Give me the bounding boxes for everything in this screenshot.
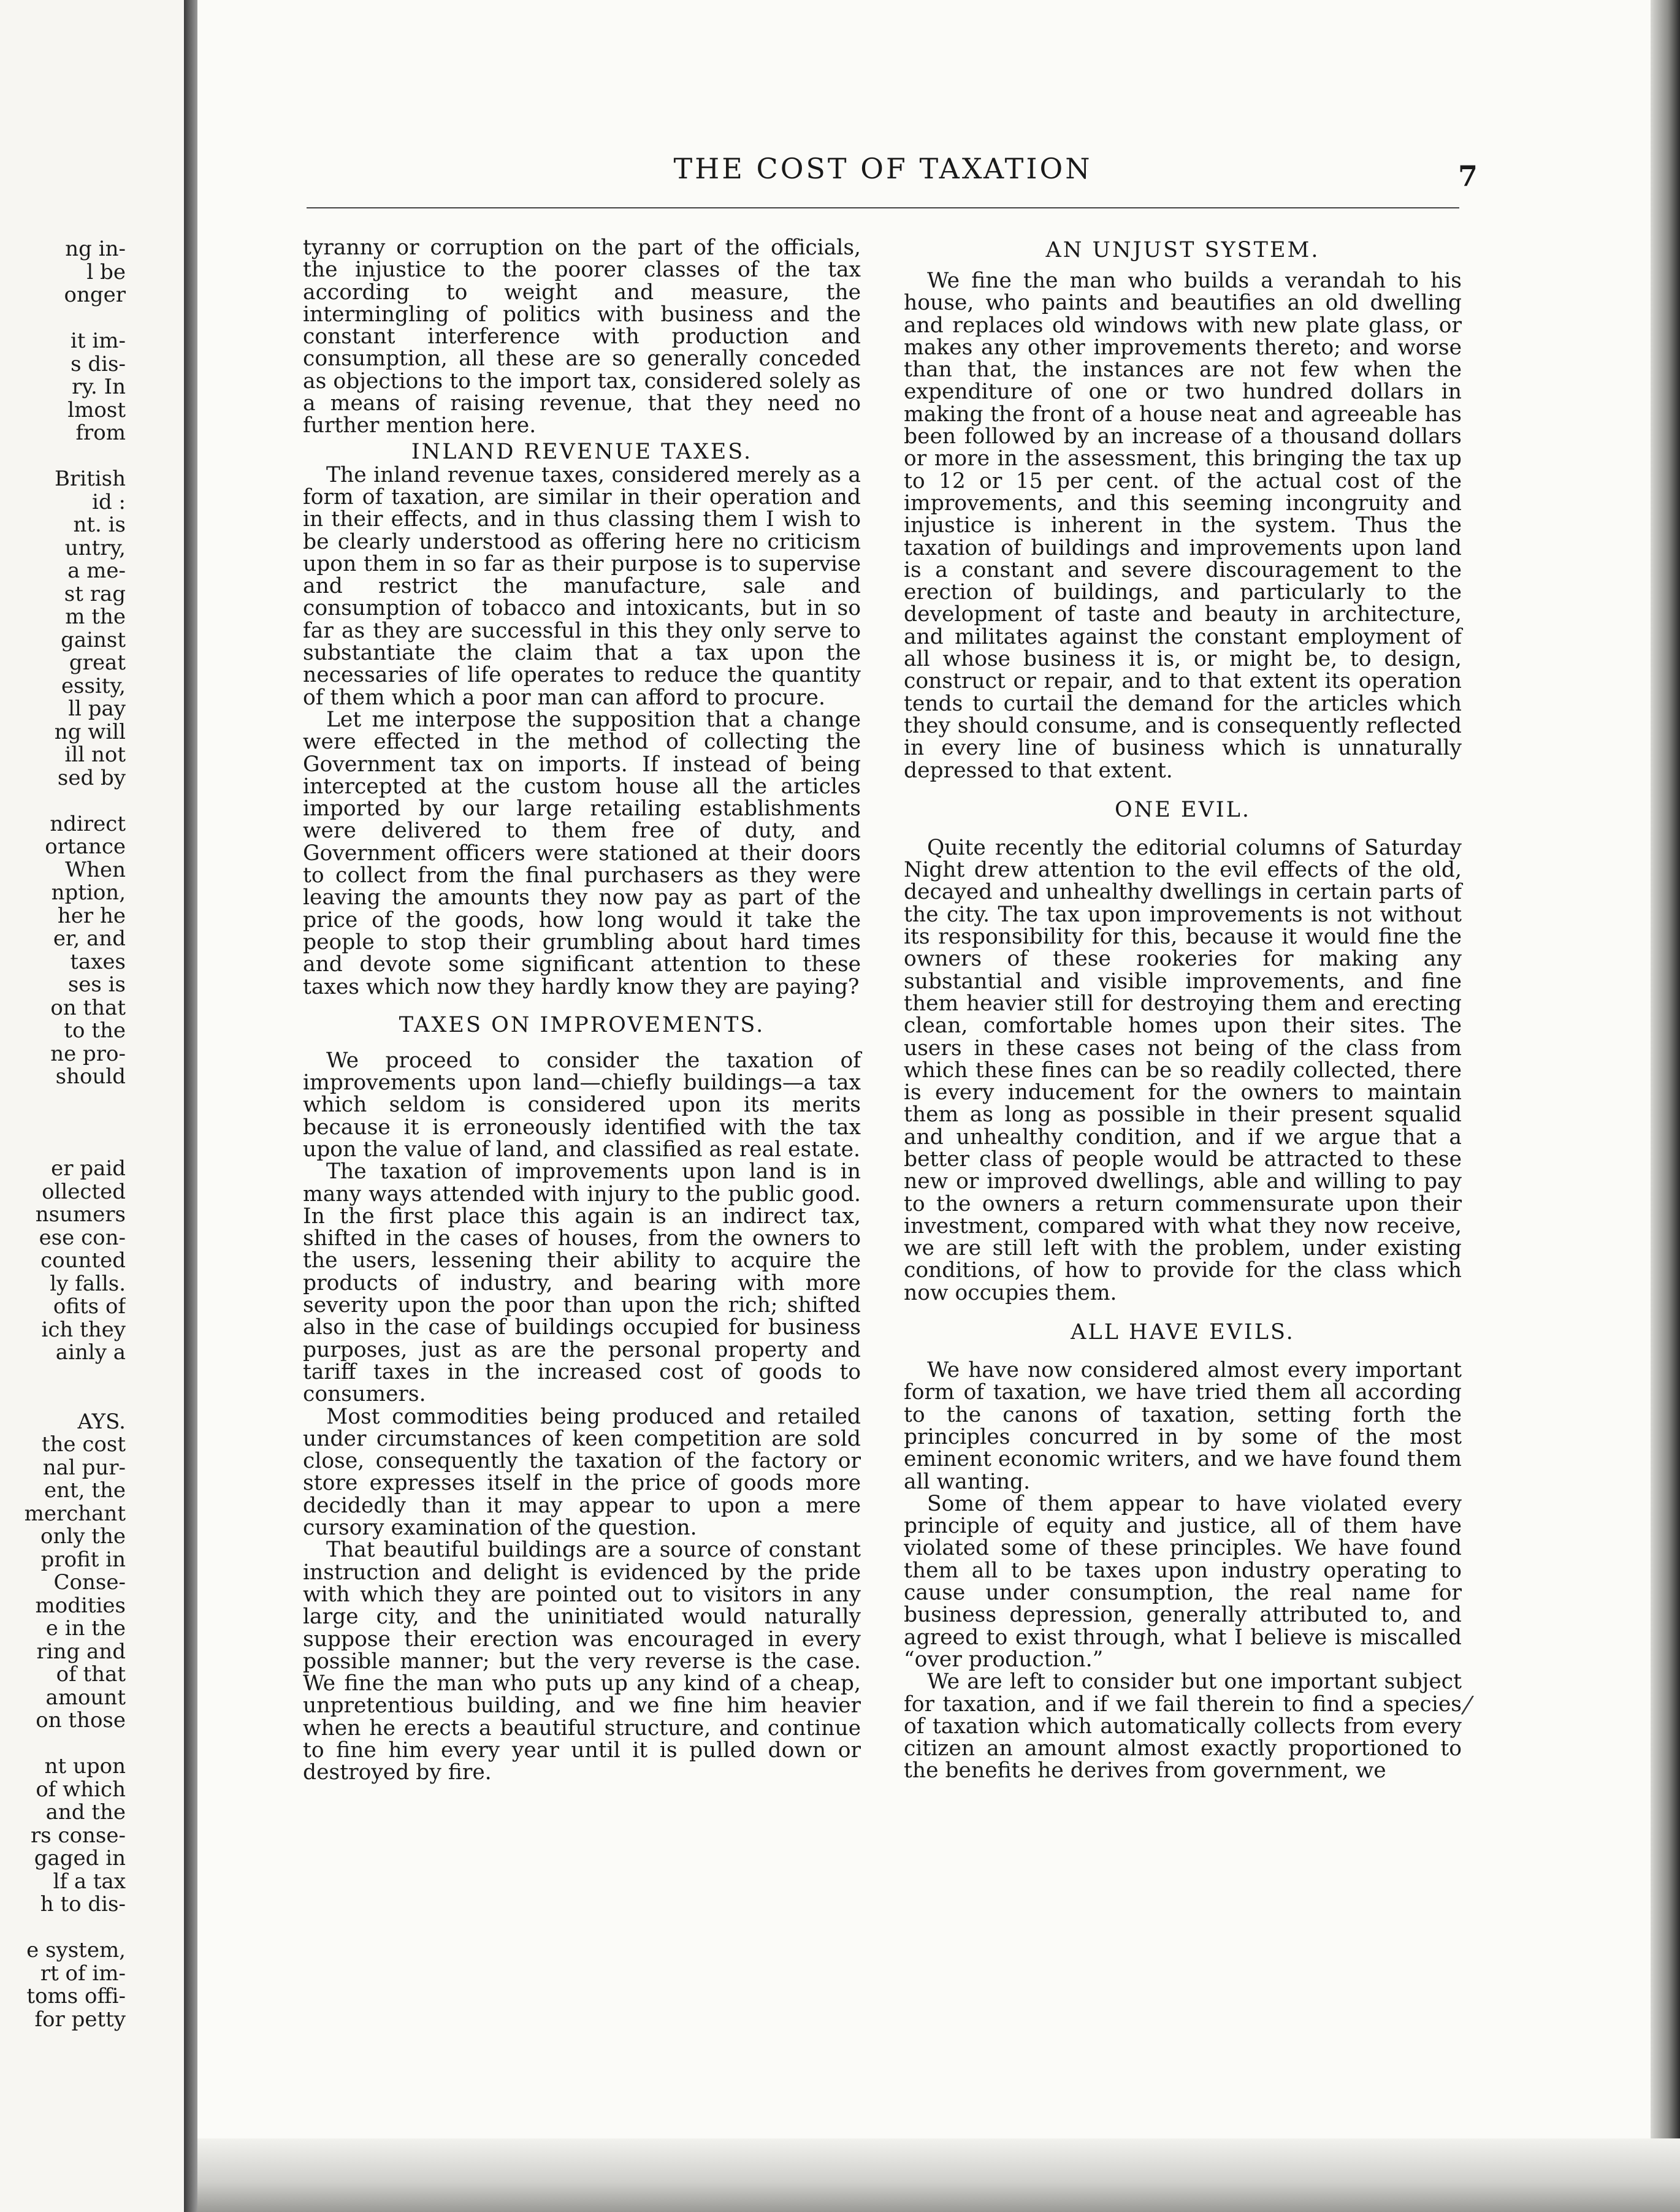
facing-page-line: ent, the bbox=[44, 1479, 126, 1503]
paragraph: We proceed to consider the taxation of improvements upon land—chiefly buildings—a tax which seldom is considered upon its merits because it is erroneously identified with the tax upon the value of land, and classified as real estate. bbox=[303, 1048, 861, 1162]
facing-page-line: nsumers bbox=[35, 1203, 126, 1227]
facing-page-line: gaged in bbox=[34, 1847, 126, 1871]
facing-page-line bbox=[0, 1135, 126, 1158]
facing-page-line: nal pur- bbox=[42, 1456, 126, 1479]
facing-page-line: counted bbox=[40, 1249, 126, 1273]
section-heading-taxes-on-improvements: TAXES ON IMPROVEMENTS. bbox=[399, 1012, 765, 1037]
book-gutter-shadow bbox=[184, 0, 197, 2212]
facing-page-line: AYS. bbox=[77, 1410, 126, 1433]
facing-page-line: taxes bbox=[70, 950, 126, 974]
facing-page-line: er, and bbox=[53, 928, 126, 951]
facing-page-line: ly falls. bbox=[50, 1272, 126, 1295]
facing-page-line: ne pro- bbox=[50, 1042, 126, 1066]
paragraph: Some of them appear to have violated every principle of equity and justice, all of them have violated some of these principles. We have found them all to be taxes upon industry operating to cause under consumption, the real name for business depression, generally attributed to, and agreed to exist through, what I believe is miscalled “over production.” bbox=[904, 1491, 1462, 1672]
facing-page-line: ring and bbox=[36, 1640, 126, 1663]
facing-page-line: rt of im- bbox=[40, 1962, 126, 1985]
facing-page-line bbox=[0, 307, 126, 330]
article-column-left bbox=[303, 237, 861, 1784]
facing-page-line: ainly a bbox=[55, 1341, 126, 1365]
facing-page-line: of which bbox=[36, 1778, 126, 1801]
section-heading-inland-revenue: INLAND REVENUE TAXES. bbox=[411, 439, 753, 464]
paragraph: We fine the man who builds a verandah to his house, who paints and beautifies an old dwelling and replaces old windows with new plate glass, or makes any other improvements thereto; and worse than that, the instances are not few when the expenditure of one or two hundred dollars in making the front of a house neat and agreeable has been followed by an increase of a thousand dollars or more in the assessment, this bringing the tax up to 12 or 15 per cent. of the actual cost of the improvements, and this seeming incongruity and injustice is inherent in the system. Thus the taxation of buildings and improvements upon land is a constant and severe discouragement to the erection of buildings, and particularly to the development of taste and beauty in architecture, and militates against the constant employment of all whose business it is, or might be, to design, construct or repair, and to that extent its operation tends to curtail the demand for the articles which they should consume, and is consequently reflected in every line of business which is unnaturally depressed to that extent. bbox=[904, 269, 1462, 783]
facing-page-line: essity, bbox=[61, 674, 126, 698]
facing-page-line: for petty bbox=[34, 2008, 126, 2031]
facing-page-line bbox=[0, 790, 126, 813]
facing-page-line: should bbox=[55, 1066, 126, 1089]
facing-page-line: ofits of bbox=[53, 1295, 126, 1319]
pencil-mark: ⁄ bbox=[1465, 1692, 1470, 1720]
facing-page-line: of that bbox=[56, 1663, 126, 1687]
facing-page-line: amount bbox=[45, 1686, 126, 1709]
facing-page-line: lmost bbox=[67, 399, 126, 422]
facing-page-line: and the bbox=[45, 1801, 126, 1825]
facing-page-line: onger bbox=[64, 284, 126, 307]
facing-page-line: British bbox=[55, 468, 126, 491]
facing-page-line: only the bbox=[40, 1525, 126, 1549]
paragraph: We are left to consider but one important subject for taxation, and if we fail therein to find a species of taxation which automatically collects from every citizen an amount almost exactly proportioned to the benefits he derives from government, we bbox=[904, 1669, 1462, 1783]
facing-page-line: m the bbox=[65, 606, 126, 629]
facing-page-line: her he bbox=[57, 904, 126, 928]
facing-page-line bbox=[0, 445, 126, 468]
facing-page-line: ollected bbox=[42, 1180, 126, 1203]
facing-page-line: untry, bbox=[64, 536, 126, 560]
facing-page-line: st rag bbox=[64, 582, 126, 606]
facing-page-line: ry. In bbox=[72, 376, 126, 399]
facing-page-line: merchant bbox=[24, 1502, 126, 1525]
facing-page-line bbox=[0, 1387, 126, 1411]
facing-page-line: modities bbox=[35, 1594, 126, 1617]
facing-page-line: e system, bbox=[26, 1939, 126, 1962]
facing-page-line: ill not bbox=[64, 744, 126, 767]
page-edge-bottom bbox=[197, 2138, 1680, 2212]
paragraph: Let me interpose the supposition that a change were effected in the method of collecting the Government tax on imports. If instead of being intercepted at the custom house all the articles imported by our large retailing establishments were delivered to them free of duty, and Government officers were stationed at their doors to collect from the final purchasers as they were leaving the amounts they now pay as part of the price of the goods, how long would it take the people to stop their grumbling about hard times and devote some significant attention to these taxes which now they hardly know they are paying? bbox=[303, 707, 861, 999]
paragraph: tyranny or corruption on the part of the officials, the injustice to the poorer classes of the tax according to weight and measure, the intermingling of politics with business and the constant interference with production and consumption, all these are so generally conceded as objections to the import tax, considered solely as a means of raising revenue, that they need no further mention here. bbox=[303, 235, 861, 438]
facing-page-line: Conse- bbox=[53, 1571, 126, 1595]
facing-page-line: ese con- bbox=[39, 1226, 126, 1249]
facing-page-line: a me- bbox=[67, 560, 126, 583]
facing-page-line: s dis- bbox=[71, 353, 126, 376]
page-number: 7 bbox=[1457, 159, 1478, 193]
facing-page-line: ich they bbox=[41, 1318, 126, 1341]
facing-page-line: er paid bbox=[51, 1157, 126, 1181]
facing-page-line bbox=[0, 1733, 126, 1756]
paragraph: The inland revenue taxes, considered merely as a form of taxation, are similar in their operation and in their effects, and in thus classing them I wish to be clearly understood as offering here no criticism upon them in so far as their purpose is to supervise and restrict the manufacture, sale and consumption of tobacco and intoxicants, but in so far as they are successful in this they only serve to substantiate the claim that a tax upon the necessaries of life operates to reduce the quantity of them which a poor man can afford to procure. bbox=[303, 462, 861, 710]
facing-page-line: ll pay bbox=[68, 698, 126, 721]
paragraph: The taxation of improvements upon land is in many ways attended with injury to the public good. In the first place this again is an indirect tax, shifted in the cases of houses, from the owners to the users, lessening their ability to acquire the products of industry, and bearing with more severity upon the poor than upon the rich; shifted also in the case of buildings occupied for business purposes, just as are the personal property and tariff taxes in the increased cost of goods to consumers. bbox=[303, 1159, 861, 1407]
facing-page-line: profit in bbox=[40, 1548, 126, 1571]
facing-page-line: e in the bbox=[45, 1617, 126, 1641]
facing-page bbox=[0, 0, 184, 2212]
paragraph: That beautiful buildings are a source of constant instruction and delight is evidenced by the pride with which they are pointed out to visitors in any large city, and the uninitiated would naturally suppose their erection was encouraged in every possible manner; but the very reverse is the case. We fine the man who puts up any kind of a cheap, unpretentious building, and we fine him heavier when he erects a beautiful structure, and continue to fine him every year until it is pulled down or destroyed by fire. bbox=[303, 1538, 861, 1785]
facing-page-line: the cost bbox=[41, 1433, 126, 1457]
facing-page-line: h to dis- bbox=[40, 1893, 126, 1916]
facing-page-line: ng will bbox=[54, 720, 126, 744]
facing-page-line bbox=[0, 1089, 126, 1112]
paragraph: Quite recently the editorial columns of Saturday Night drew attention to the evil effects of the old, decayed and unhealthy dwellings in certain parts of the city. The tax upon improvements is not without its responsibility for this, because it would fine the owners of these rookeries for making any substantial and visible improvements, and fine them heavier still for destroying them and erecting clean, comfortable homes upon their sites. The users in these cases not being of the class from which these fines can be so readily collected, there is every inducement for the owners to maintain them as long as possible in their present squalid and unhealthy condition, and if we argue that a better class of people would be attracted to these new or improved dwellings, able and willing to pay to the owners a return commensurate upon their investment, compared with what they now receive, we are still left with the problem, under existing conditions, of how to provide for the class which now occupies them. bbox=[904, 835, 1462, 1305]
paragraph: Most commodities being produced and retailed under circumstances of keen competition are sold close, consequently the taxation of the factory or store expresses itself in the price of goods more decidedly than it may appear to upon a mere cursory examination of the question. bbox=[303, 1404, 861, 1541]
facing-page-line: on that bbox=[50, 996, 126, 1020]
facing-page-line: great bbox=[69, 652, 126, 675]
page-header bbox=[307, 152, 1478, 208]
facing-page-line: When bbox=[65, 858, 126, 882]
paragraph: We have now considered almost every important form of taxation, we have tried them all according to the canons of taxation, setting forth the principles concurred in by some of the most eminent economic writers, and we have found them all wanting. bbox=[904, 1358, 1462, 1494]
facing-page-line: id : bbox=[92, 490, 126, 514]
facing-page-line: ortance bbox=[45, 836, 126, 859]
facing-page-line: ses is bbox=[67, 974, 126, 997]
facing-page-line: on those bbox=[36, 1709, 126, 1733]
facing-page-line: nt upon bbox=[44, 1755, 126, 1779]
facing-page-line bbox=[0, 1916, 126, 1940]
facing-page-line bbox=[0, 1112, 126, 1135]
facing-page-line: rs conse- bbox=[31, 1824, 126, 1847]
facing-page-line: sed by bbox=[57, 766, 126, 790]
running-title: THE COST OF TAXATION bbox=[673, 152, 1093, 185]
facing-page-line: nt. is bbox=[73, 514, 126, 537]
facing-page-line: to the bbox=[64, 1020, 126, 1043]
facing-page-line: l be bbox=[86, 261, 126, 284]
facing-page-line: ng in- bbox=[65, 238, 126, 261]
facing-page-text-fragments bbox=[0, 238, 126, 2031]
facing-page-line: gainst bbox=[61, 628, 126, 652]
facing-page-line: lf a tax bbox=[53, 1870, 126, 1893]
article-column-right bbox=[904, 238, 1462, 1782]
facing-page-line bbox=[0, 1365, 126, 1388]
facing-page-line: toms offi- bbox=[26, 1985, 126, 2008]
facing-page-line: it im- bbox=[71, 330, 126, 353]
facing-page-line: ndirect bbox=[50, 812, 126, 836]
facing-page-line: from bbox=[75, 422, 126, 445]
facing-page-line: nption, bbox=[51, 882, 126, 905]
page-edge-right bbox=[1651, 0, 1680, 2212]
section-heading-unjust-system: AN UNJUST SYSTEM. bbox=[1045, 238, 1320, 262]
section-heading-all-have-evils: ALL HAVE EVILS. bbox=[1071, 1320, 1295, 1345]
section-heading-one-evil: ONE EVIL. bbox=[1114, 797, 1251, 822]
